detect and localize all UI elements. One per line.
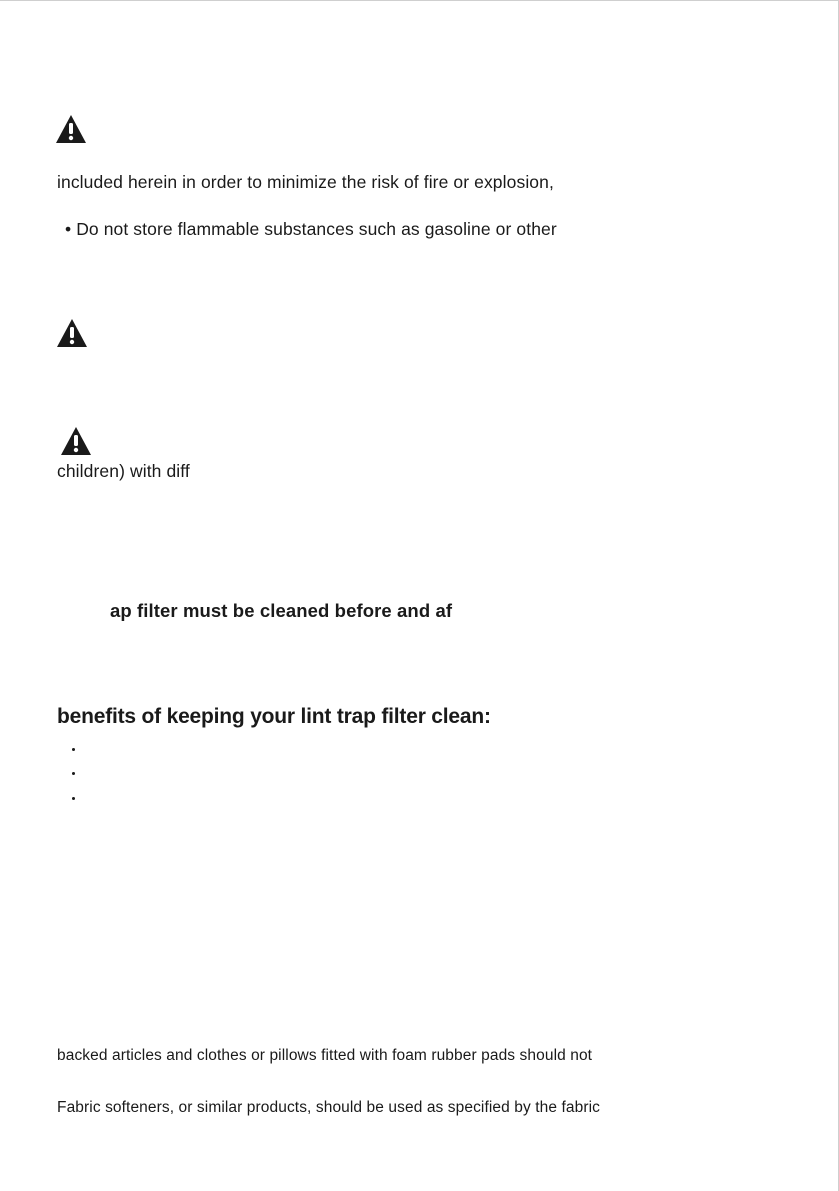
- benefit-bullet-1: [72, 748, 75, 751]
- warning-triangle-icon: [60, 426, 92, 456]
- backed-articles-text: backed articles and clothes or pillows fitted with foam rubber pads should not: [57, 1047, 593, 1064]
- lint-filter-clean-text: ap filter must be cleaned before and af: [110, 600, 453, 621]
- benefits-heading: benefits of keeping your lint trap filter clean:: [57, 705, 491, 728]
- warning-triangle-icon: [56, 318, 88, 348]
- flammable-bullet-text: • Do not store flammable substances such as gasoline or other: [65, 219, 557, 239]
- page-border-top: [0, 0, 839, 1]
- benefit-bullet-2: [72, 772, 75, 775]
- fabric-softeners-text: Fabric softeners, or similar products, should be used as specified by the fabric: [57, 1099, 601, 1116]
- children-text: children) with diff: [57, 461, 190, 481]
- fire-risk-text: included herein in order to minimize the risk of fire or explosion,: [57, 172, 554, 192]
- benefit-bullet-3: [72, 797, 75, 800]
- warning-triangle-icon: [55, 114, 87, 144]
